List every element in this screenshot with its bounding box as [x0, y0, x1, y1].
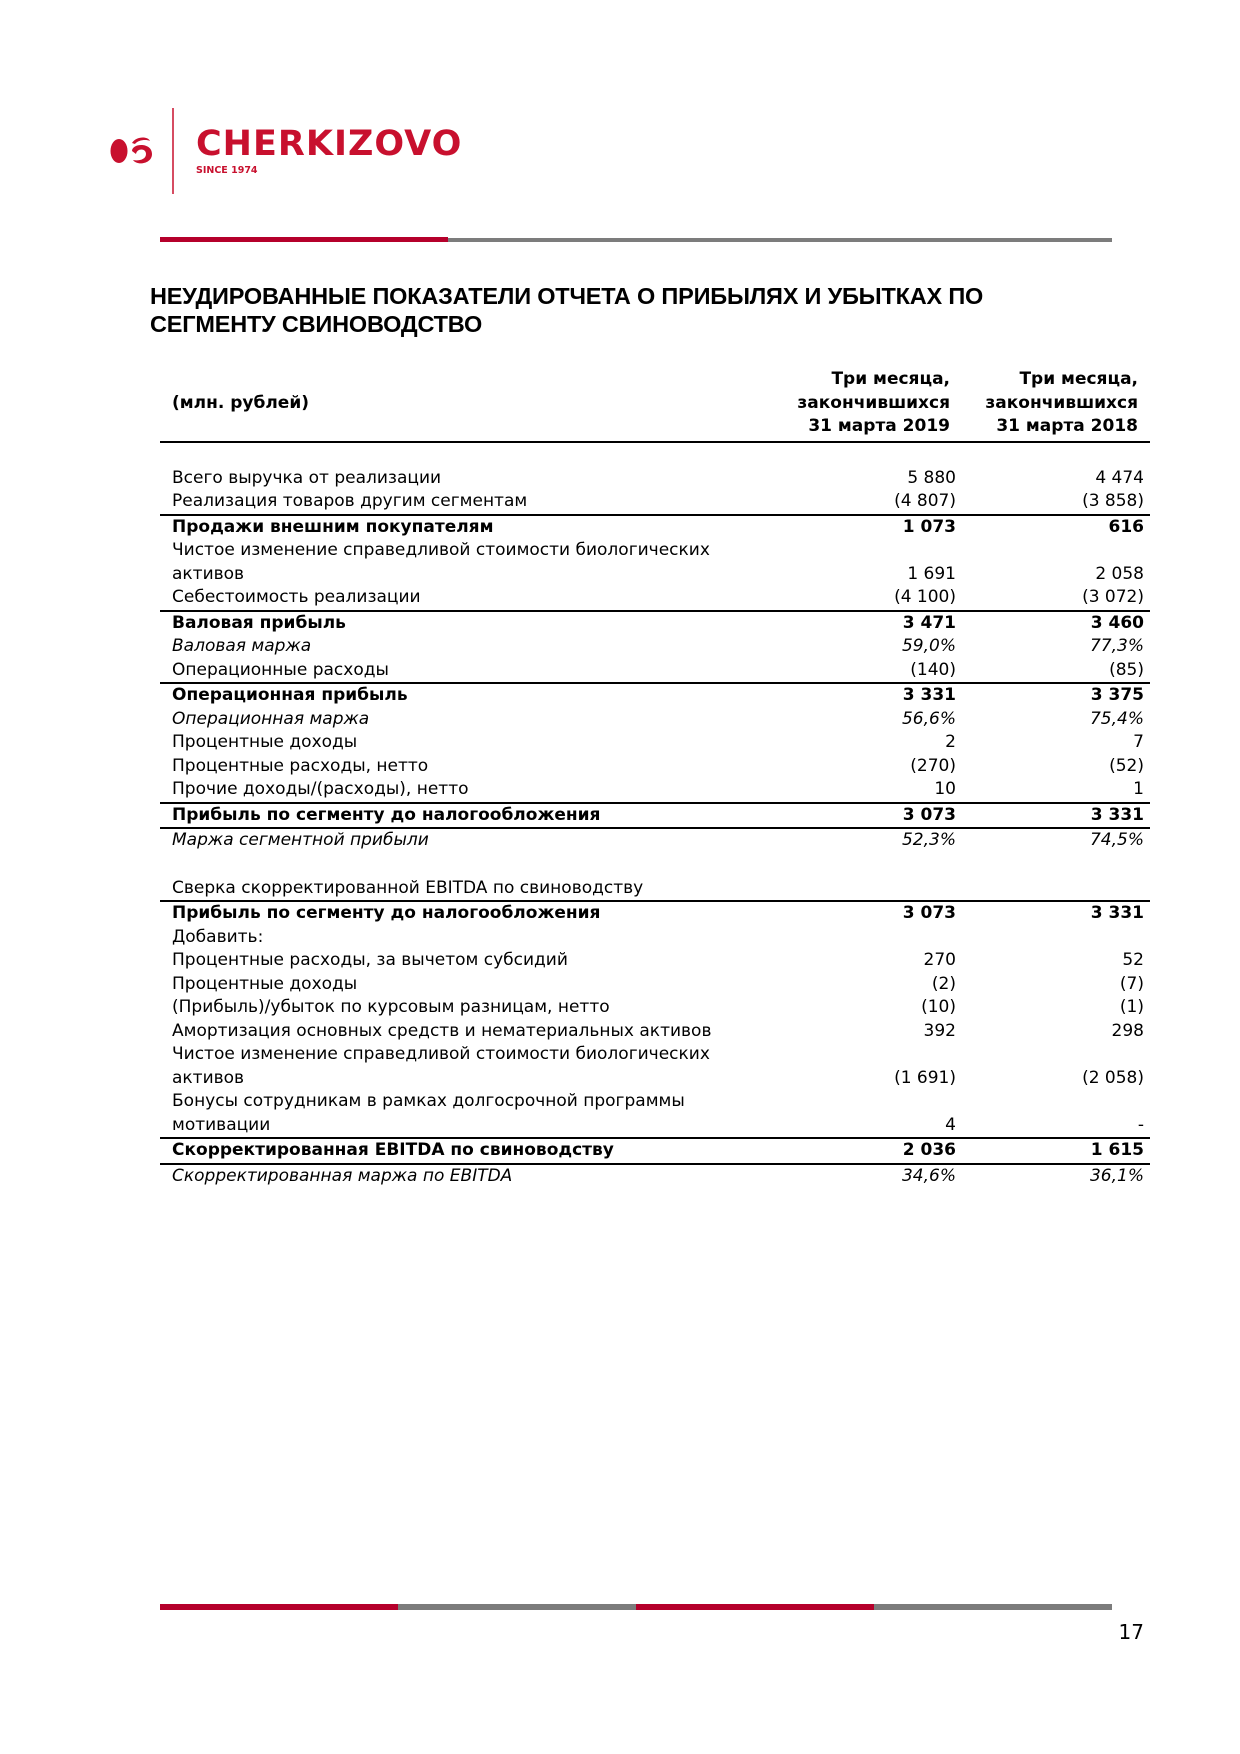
- table-header-row: [160, 368, 1150, 442]
- value-2019: (10): [921, 997, 956, 1017]
- value-2019: 3 073: [774, 901, 962, 926]
- reconciliation-title: Сверка скорректированной EBITDA по свиноводству: [172, 877, 644, 898]
- value-2018: (1): [1119, 997, 1144, 1017]
- value-2018: (3 858): [1082, 491, 1144, 511]
- table-row: [160, 708, 1150, 732]
- value-2019: (140): [910, 659, 956, 680]
- value-2019: 56,6%: [901, 708, 956, 729]
- value-2018: 4 474: [1095, 467, 1144, 488]
- row-label: (Прибыль)/убыток по курсовым разницам, нетто: [172, 997, 610, 1017]
- value-2018: 298: [1111, 1020, 1144, 1041]
- value-2019: (4 807): [894, 491, 956, 511]
- value-2018: [962, 926, 1150, 950]
- row-label: Операционная прибыль: [160, 683, 774, 708]
- value-2019: 5 880: [907, 467, 956, 488]
- value-2019: 2 036: [774, 1138, 962, 1164]
- value-2018: 1 615: [962, 1138, 1150, 1164]
- value-2019: (4 100): [894, 587, 956, 607]
- value-2018: (2 058): [1082, 1067, 1144, 1088]
- table-row: [160, 926, 1150, 950]
- row-label: Прочие доходы/(расходы), нетто: [172, 779, 469, 799]
- value-2019: (1 691): [894, 1067, 956, 1088]
- table-row: [160, 901, 1150, 926]
- company-logo: [108, 108, 462, 194]
- value-2019: (270): [910, 755, 956, 776]
- table-row: [160, 996, 1150, 1020]
- value-2018: 3 331: [962, 803, 1150, 829]
- logo-divider: [172, 108, 174, 194]
- header-divider-bar: [160, 238, 1112, 242]
- row-label: Процентные расходы, нетто: [172, 755, 429, 776]
- page-number: 17: [1118, 1620, 1144, 1644]
- value-2018: 3 375: [962, 683, 1150, 708]
- value-2018: 3 460: [962, 611, 1150, 636]
- table-row: [160, 1020, 1150, 1044]
- row-label: Валовая маржа: [172, 636, 312, 656]
- value-2019: 4: [945, 1114, 956, 1135]
- table-row: [160, 490, 1150, 515]
- value-2019: 3 331: [774, 683, 962, 708]
- value-2019: 392: [923, 1020, 956, 1041]
- value-2019: 34,6%: [774, 1164, 962, 1189]
- value-2019: 59,0%: [901, 636, 956, 656]
- table-row: [160, 467, 1150, 491]
- table-row: [160, 949, 1150, 973]
- brand-tagline: SINCE 1974: [196, 165, 258, 176]
- row-label: Маржа сегментной прибыли: [160, 828, 774, 853]
- brand-name: CHERKIZOVO: [196, 124, 463, 164]
- page-title: НЕУДИРОВАННЫЕ ПОКАЗАТЕЛИ ОТЧЕТА О ПРИБЫЛЯХ И УБЫТКАХ ПО СЕГМЕНТУ СВИНОВОДСТВО: [150, 283, 984, 337]
- value-2019: 1 073: [774, 515, 962, 540]
- column-header-2018: Три месяца, закончившихся 31 марта 2018: [962, 368, 1150, 442]
- row-label: Чистое изменение справедливой стоимости биологических активов: [172, 540, 710, 584]
- row-label: Бонусы сотрудникам в рамках долгосрочной программы мотивации: [172, 1091, 685, 1135]
- value-2018: -: [1137, 1114, 1144, 1135]
- row-label: Продажи внешним покупателям: [160, 515, 774, 540]
- row-label: Чистое изменение справедливой стоимости биологических активов: [172, 1044, 710, 1088]
- row-label: Амортизация основных средств и нематериальных активов: [172, 1020, 712, 1041]
- table-row: [160, 1090, 1150, 1138]
- row-label: Процентные доходы: [172, 732, 358, 752]
- table-row: [160, 515, 1150, 540]
- table-row: [160, 731, 1150, 755]
- table-row: [160, 1138, 1150, 1164]
- row-label: Себестоимость реализации: [172, 587, 421, 607]
- row-label: Добавить:: [172, 926, 264, 947]
- column-header-2019: Три месяца, закончившихся 31 марта 2019: [774, 368, 962, 442]
- row-label: Реализация товаров другим сегментам: [172, 491, 528, 511]
- table-row: [160, 755, 1150, 779]
- value-2018: 74,5%: [962, 828, 1150, 853]
- row-label: Скорректированная EBITDA по свиноводству: [160, 1138, 774, 1164]
- value-2019: 3 073: [774, 803, 962, 829]
- table-row: [160, 778, 1150, 803]
- value-2018: 52: [1122, 950, 1144, 970]
- row-label: Прибыль по сегменту до налогообложения: [160, 901, 774, 926]
- row-label: Скорректированная маржа по EBITDA: [160, 1164, 774, 1189]
- table-row: [160, 683, 1150, 708]
- value-2019: (2): [931, 973, 956, 994]
- value-2019: 1 691: [907, 563, 956, 584]
- value-2019: [774, 926, 962, 950]
- value-2018: 77,3%: [1089, 636, 1144, 656]
- row-label: Прибыль по сегменту до налогообложения: [160, 803, 774, 829]
- value-2018: 3 331: [962, 901, 1150, 926]
- table-row: [160, 659, 1150, 684]
- value-2018: (7): [1119, 973, 1144, 994]
- value-2018: (85): [1109, 659, 1144, 680]
- income-statement-table: [160, 368, 1150, 1188]
- table-row: [160, 611, 1150, 636]
- value-2019: 52,3%: [774, 828, 962, 853]
- row-label: Операционные расходы: [172, 659, 389, 680]
- value-2018: 1: [1133, 779, 1144, 799]
- value-2018: 2 058: [1095, 563, 1144, 584]
- row-label: Валовая прибыль: [160, 611, 774, 636]
- table-row: [160, 828, 1150, 853]
- value-2018: 75,4%: [1089, 708, 1144, 729]
- table-row: [160, 539, 1150, 586]
- value-2019: 10: [934, 779, 956, 799]
- units-label: (млн. рублей): [160, 368, 774, 442]
- table-row: [160, 586, 1150, 611]
- value-2018: 616: [962, 515, 1150, 540]
- reconciliation-title-row: [160, 877, 1150, 902]
- table-row: [160, 803, 1150, 829]
- value-2018: 36,1%: [962, 1164, 1150, 1189]
- value-2018: (52): [1109, 755, 1144, 776]
- value-2019: 3 471: [774, 611, 962, 636]
- row-label: Процентные доходы: [172, 973, 358, 994]
- value-2018: 7: [1133, 732, 1144, 752]
- row-label: Процентные расходы, за вычетом субсидий: [172, 950, 568, 970]
- table-row: [160, 1043, 1150, 1090]
- table-row: [160, 1164, 1150, 1189]
- row-label: Всего выручка от реализации: [172, 467, 442, 488]
- value-2019: 2: [945, 732, 956, 752]
- footer-divider-bar: [160, 1604, 1112, 1610]
- cherkizovo-mark-icon: [108, 133, 156, 169]
- value-2018: (3 072): [1082, 587, 1144, 607]
- table-row: [160, 635, 1150, 659]
- table-row: [160, 973, 1150, 997]
- row-label: Операционная маржа: [172, 708, 370, 729]
- value-2019: 270: [923, 950, 956, 970]
